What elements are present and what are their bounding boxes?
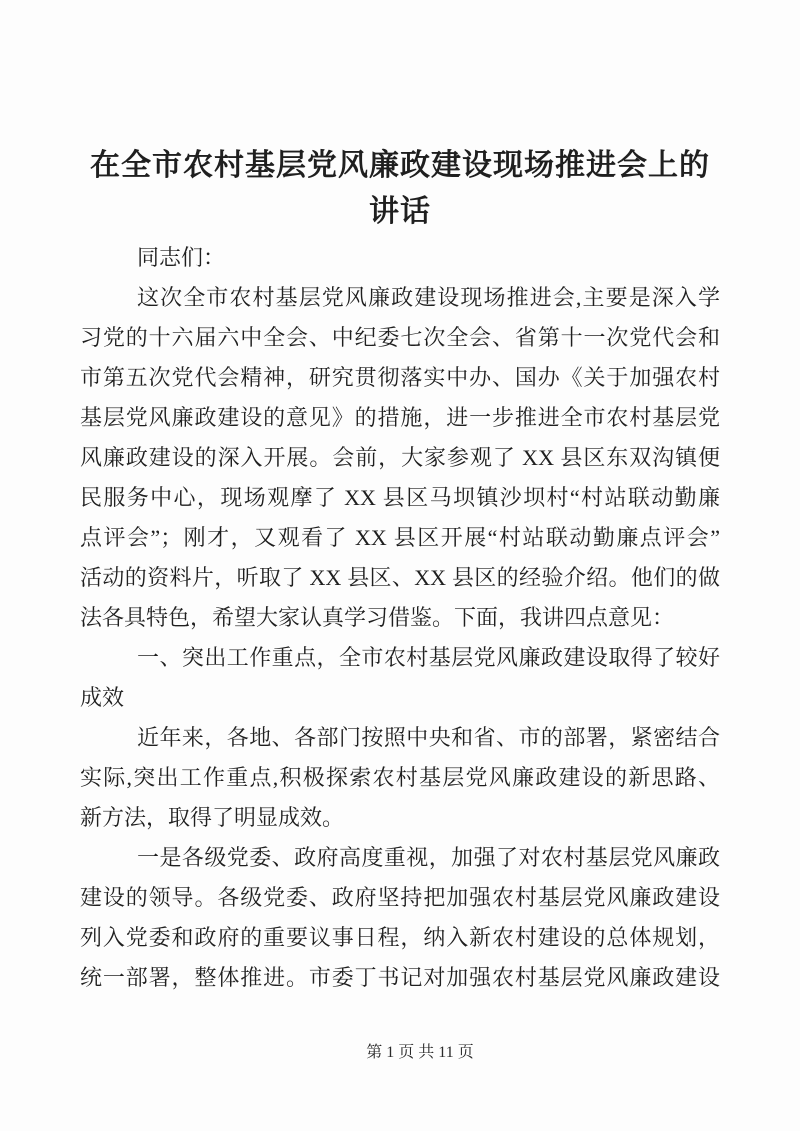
body-line: 成效	[80, 685, 125, 710]
body-line: 法各具特色，希望大家认真学习借鉴。下面，我讲四点意见：	[80, 605, 675, 630]
body-line: 风廉政建设的深入开展。会前，大家参观了 XX 县区东双沟镇便	[80, 445, 720, 470]
body-line: 近年来，各地、各部门按照中央和省、市的部署，紧密结合	[137, 725, 720, 750]
body-line: 习党的十六届六中全会、中纪委七次全会、省第十一次党代会和	[80, 325, 720, 350]
body-line: 同志们：	[137, 245, 226, 270]
body-line: 一是各级党委、政府高度重视，加强了对农村基层党风廉政	[137, 845, 720, 870]
body-line: 市第五次党代会精神，研究贯彻落实中办、国办《关于加强农村	[80, 365, 720, 390]
body-line: 这次全市农村基层党风廉政建设现场推进会,主要是深入学	[137, 285, 720, 310]
body-line: 一、突出工作重点，全市农村基层党风廉政建设取得了较好	[137, 645, 720, 670]
document-body	[80, 238, 720, 998]
body-line: 新方法，取得了明显成效。	[80, 805, 345, 830]
title-line-2: 讲话	[369, 195, 431, 228]
body-line: 实际,突出工作重点,积极探索农村基层党风廉政建设的新思路、	[80, 765, 720, 790]
body-line: 民服务中心，现场观摩了 XX 县区马坝镇沙坝村“村站联动勤廉	[80, 485, 720, 510]
body-line: 列入党委和政府的重要议事日程，纳入新农村建设的总体规划，	[80, 925, 720, 950]
body-line: 基层党风廉政建设的意见》的措施，进一步推进全市农村基层党	[80, 405, 720, 430]
title-line-1: 在全市农村基层党风廉政建设现场推进会上的	[90, 149, 710, 182]
page-number: 第 1 页 共 11 页	[366, 1044, 474, 1061]
body-line: 点评会”；刚才，又观看了 XX 县区开展“村站联动勤廉点评会”	[80, 525, 720, 550]
page-footer	[20, 1041, 800, 1065]
body-line: 活动的资料片，听取了 XX 县区、XX 县区的经验介绍。他们的做	[80, 565, 720, 590]
body-line: 统一部署，整体推进。市委丁书记对加强农村基层党风廉政建设	[80, 965, 720, 990]
body-line: 建设的领导。各级党委、政府坚持把加强农村基层党风廉政建设	[80, 885, 720, 910]
document-title	[80, 143, 720, 235]
